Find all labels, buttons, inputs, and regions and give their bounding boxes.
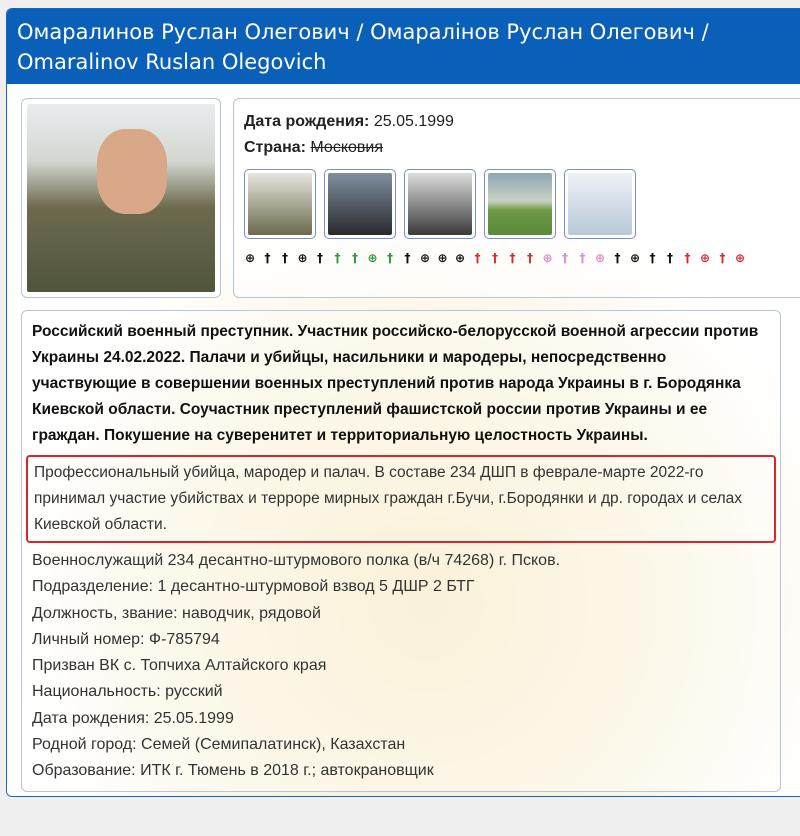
- circle-cross-icon[interactable]: ⊕: [297, 251, 308, 265]
- detail-line: Должность, звание: наводчик, рядовой: [32, 604, 321, 622]
- cross-icon[interactable]: †: [317, 251, 323, 265]
- circle-cross-icon[interactable]: ⊕: [542, 251, 553, 265]
- page-title: Омаралинов Руслан Олегович / Омаралінов Руслан Олегович / Omaralinov Ruslan Olegovich: [7, 9, 800, 84]
- cross-icon[interactable]: †: [492, 251, 498, 265]
- detail-line: Родной город: Семей (Семипалатинск), Казахстан: [32, 736, 406, 754]
- thumbnail-4[interactable]: [484, 169, 556, 239]
- dob-label: Дата рождения:: [244, 113, 370, 130]
- detail-line: Дата рождения: 25.05.1999: [32, 709, 234, 727]
- circle-cross-icon[interactable]: ⊕: [594, 251, 606, 265]
- detail-line: Образование: ИТК г. Тюмень в 2018 г.; автокрановщик: [32, 762, 434, 780]
- cross-icon[interactable]: †: [649, 251, 656, 265]
- thumbnail-3[interactable]: [404, 169, 476, 239]
- cross-icon[interactable]: †: [474, 251, 481, 265]
- circle-cross-icon[interactable]: ⊕: [734, 251, 746, 265]
- detail-line: Призван ВК с. Топчиха Алтайского края: [32, 657, 327, 675]
- cross-icon[interactable]: †: [352, 251, 358, 265]
- cross-icon[interactable]: †: [667, 251, 673, 265]
- thumbnail-2[interactable]: [324, 169, 396, 239]
- description-bold: Российский военный преступник. Участник российско-белорусской военной агрессии против Украины 24.02.2022. Палачи и убийцы, насильники и мародеры, непосредственно участвующие в совершении военных преступлений против народа Украины в г. Бородянка Киевской области. Соучастник преступлений фашистской россии против Украины и ее граждан. Покушение на суверенитет и территориальную целостность Украины.: [32, 323, 759, 444]
- cross-icon[interactable]: †: [334, 251, 341, 265]
- info-panel: [233, 98, 800, 298]
- cross-icon[interactable]: †: [387, 251, 393, 265]
- cross-icon[interactable]: †: [527, 251, 533, 265]
- status-icons: [244, 251, 800, 265]
- circle-cross-icon[interactable]: ⊕: [699, 251, 711, 265]
- circle-cross-icon[interactable]: ⊕: [367, 251, 378, 265]
- circle-cross-icon[interactable]: ⊕: [419, 251, 431, 265]
- cross-icon[interactable]: †: [719, 251, 726, 265]
- dob-value: 25.05.1999: [373, 113, 454, 130]
- thumbnail-1[interactable]: [244, 169, 316, 239]
- cross-icon[interactable]: †: [264, 251, 271, 265]
- highlighted-note: Профессиональный убийца, мародер и палач. В составе 234 ДШП в феврале-марте 2022-го принимал участие убийствах и терроре мирных граждан г.Бучи, г.Бородянки и др. городах и селах Киевской области.: [26, 455, 776, 543]
- detail-line: Национальность: русский: [32, 683, 223, 701]
- cross-icon[interactable]: †: [509, 251, 516, 265]
- main-photo[interactable]: [21, 98, 221, 298]
- detail-line: Военнослужащий 234 десантно-штурмового полка (в/ч 74268) г. Псков.: [32, 552, 561, 569]
- country-value: Московия: [310, 139, 383, 156]
- detail-line: Подразделение: 1 десантно-штурмовой взвод 5 ДШР 2 БТГ: [32, 578, 475, 596]
- cross-icon[interactable]: †: [282, 251, 288, 265]
- detail-line: Личный номер: Ф-785794: [32, 630, 220, 648]
- cross-icon[interactable]: †: [579, 251, 586, 265]
- cross-icon[interactable]: †: [614, 251, 621, 265]
- country-label: Страна:: [244, 139, 306, 156]
- thumbnail-5[interactable]: [564, 169, 636, 239]
- circle-cross-icon[interactable]: ⊕: [629, 251, 641, 265]
- circle-cross-icon[interactable]: ⊕: [437, 251, 448, 265]
- cross-icon[interactable]: †: [404, 251, 411, 265]
- profile-card: [6, 8, 800, 797]
- description-panel: [21, 310, 781, 792]
- circle-cross-icon[interactable]: ⊕: [454, 251, 466, 265]
- circle-cross-icon[interactable]: ⊕: [244, 251, 256, 265]
- cross-icon[interactable]: †: [562, 251, 568, 265]
- thumbnail-gallery: [244, 169, 800, 239]
- cross-icon[interactable]: †: [684, 251, 691, 265]
